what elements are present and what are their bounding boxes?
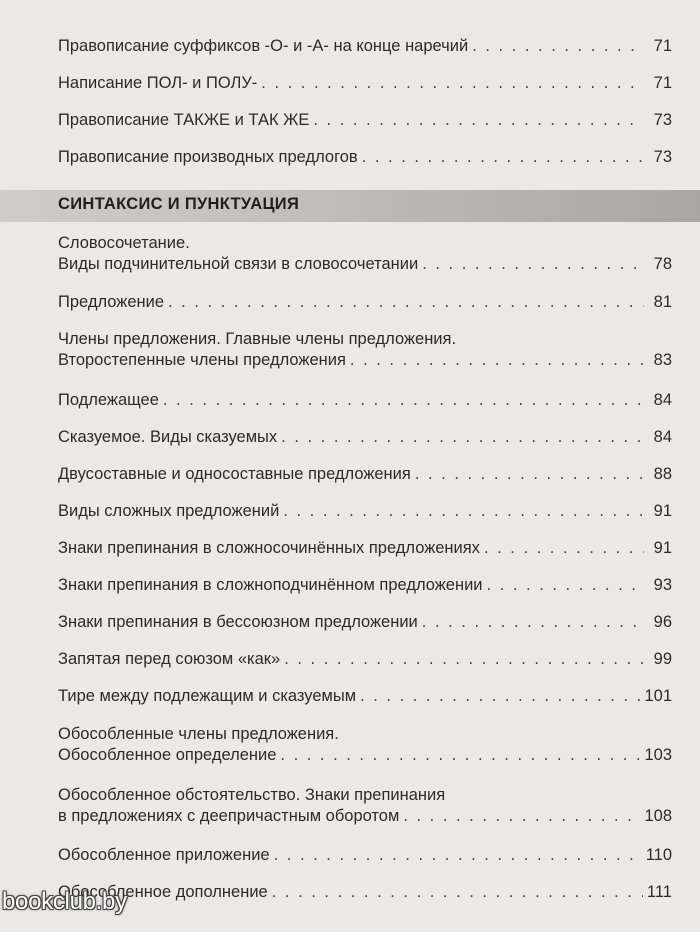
dot-leader <box>472 36 644 57</box>
toc-entry-page: 96 <box>653 613 672 631</box>
toc-entry <box>58 538 672 559</box>
dot-leader <box>422 612 644 633</box>
toc-entry <box>58 427 672 448</box>
dot-leader <box>360 686 640 707</box>
toc-entry <box>58 724 672 766</box>
dot-leader <box>403 806 640 827</box>
toc-entry <box>58 845 672 866</box>
toc-entry-title: Правописание производных предлогов <box>58 148 358 166</box>
toc-entry-page: 78 <box>653 255 672 273</box>
toc-entry <box>58 390 672 411</box>
toc-entry-page: 84 <box>653 428 672 446</box>
toc-entry-page: 84 <box>653 391 672 409</box>
toc-entry-title: Тире между подлежащим и сказуемым <box>58 687 357 705</box>
toc-entry-title: Знаки препинания в бессоюзном предложении <box>58 613 418 631</box>
dot-leader <box>281 427 644 448</box>
toc-entry <box>58 464 672 485</box>
toc-entry-title: Правописание суффиксов -О- и -А- на конце наречий <box>58 37 469 55</box>
toc-entry-page: 88 <box>653 465 672 483</box>
toc-entry-title: в предложениях с деепричастным оборотом <box>58 807 400 825</box>
toc-entry-title: Подлежащее <box>58 391 159 409</box>
toc-entry-title: Обособленное дополнение <box>58 883 268 901</box>
toc-entry-title: Двусоставные и односоставные предложения <box>58 465 411 483</box>
toc-entry-page: 110 <box>645 846 672 864</box>
toc-entry-page: 71 <box>653 37 672 55</box>
toc-entry <box>58 110 672 131</box>
dot-leader <box>274 845 642 866</box>
dot-leader <box>283 501 644 522</box>
toc-entry <box>58 233 672 275</box>
toc-entry-page: 81 <box>653 293 672 311</box>
toc-entry <box>58 686 672 707</box>
toc-entry-title: Знаки препинания в сложноподчинённом предложении <box>58 576 483 594</box>
toc-entry <box>58 501 672 522</box>
toc-entry <box>58 785 672 827</box>
toc-entry-page: 99 <box>653 650 672 668</box>
toc-entry-page: 111 <box>646 883 672 901</box>
toc-entry <box>58 649 672 670</box>
dot-leader <box>313 110 644 131</box>
toc-entry-page: 71 <box>653 74 672 92</box>
toc-entry-title: Предложение <box>58 293 165 311</box>
dot-leader <box>280 745 640 766</box>
toc-entry-page: 108 <box>644 807 672 825</box>
toc-entry-page: 101 <box>644 687 672 705</box>
toc-entry-title: Обособленное определение <box>58 746 277 764</box>
toc-entry-page: 73 <box>653 111 672 129</box>
toc-entry-title: Второстепенные члены предложения <box>58 351 346 369</box>
toc-entry-title: Запятая перед союзом «как» <box>58 650 281 668</box>
toc-entry-page: 103 <box>644 746 672 764</box>
section-title: СИНТАКСИС И ПУНКТУАЦИЯ <box>58 195 300 213</box>
toc-entry-page: 83 <box>653 351 672 369</box>
toc-entry-title: Виды подчинительной связи в словосочетании <box>58 255 419 273</box>
toc-entry-title: Написание ПОЛ- и ПОЛУ- <box>58 74 258 92</box>
dot-leader <box>163 390 644 411</box>
dot-leader <box>168 292 644 313</box>
toc-entry-page: 91 <box>653 539 672 557</box>
toc-entry-title: Правописание ТАКЖЕ и ТАК ЖЕ <box>58 111 310 129</box>
toc-entry-title: Знаки препинания в сложносочинённых предложениях <box>58 539 480 557</box>
dot-leader <box>284 649 644 670</box>
toc-entry <box>58 292 672 313</box>
toc-entry-page: 73 <box>653 148 672 166</box>
dot-leader <box>487 575 644 596</box>
toc-entry-page: 91 <box>653 502 672 520</box>
toc-entry-first-line: Словосочетание. <box>58 234 190 252</box>
dot-leader <box>261 73 644 94</box>
toc-entry <box>58 882 672 903</box>
toc-entry-first-line: Члены предложения. Главные члены предложения. <box>58 330 457 348</box>
watermark: bookclub.by <box>2 888 127 915</box>
dot-leader <box>362 147 644 168</box>
toc-entry-title: Виды сложных предложений <box>58 502 280 520</box>
toc-entry <box>58 575 672 596</box>
toc-entry <box>58 612 672 633</box>
dot-leader <box>350 350 644 371</box>
toc-entry-first-line: Обособленные члены предложения. <box>58 725 339 743</box>
dot-leader <box>272 882 643 903</box>
dot-leader <box>422 254 644 275</box>
toc-entry <box>58 36 672 57</box>
toc-entry <box>58 73 672 94</box>
toc-entry <box>58 147 672 168</box>
toc-entry <box>58 329 672 371</box>
toc-entry-title: Сказуемое. Виды сказуемых <box>58 428 278 446</box>
dot-leader <box>415 464 644 485</box>
dot-leader <box>484 538 644 559</box>
toc-entry-title: Обособленное приложение <box>58 846 270 864</box>
toc-entry-first-line: Обособленное обстоятельство. Знаки препинания <box>58 786 446 804</box>
toc-entry-page: 93 <box>653 576 672 594</box>
